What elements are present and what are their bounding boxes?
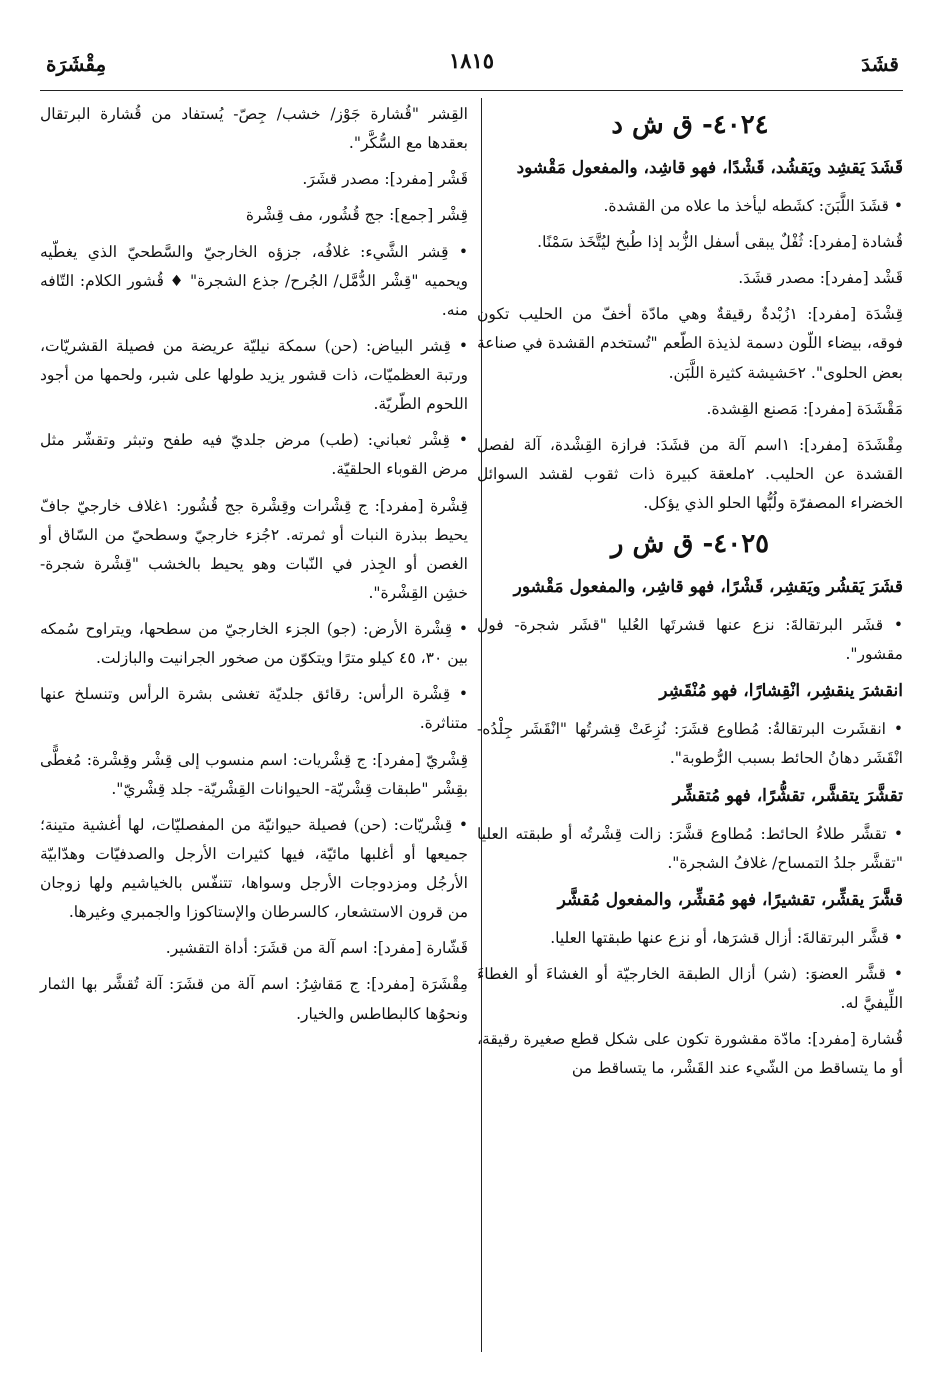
page-header: [40, 44, 903, 91]
entry: • قِشْرة الرأس: رقائق جلديّة تغشى بشرة الرأس وتنسلخ عنها متناثرة.: [40, 685, 468, 733]
root-heading: ٤٠٢٤- ق ش د: [611, 110, 769, 140]
entry: • قِشْر ثعباني: (طب) مرض جلديّ فيه طفح وتبثر وتقشّر مثل مرض القوباء الحلقيّة.: [40, 431, 468, 479]
entry: قِشْر [جمع]: جج قُشُور، مف قِشْرة: [245, 206, 468, 225]
entry: • قِشر الشَّيء: غلافُه، جزؤه الخارجيّ والسَّطحيّ الذي يغطّيه ويحميه "قِشْر الدُّمَّل/ الجُرح/ جذع الشجرة" ♦ قُشور الكلام: التّافه منه.: [40, 242, 468, 319]
page-number: ١٨١٥: [448, 48, 495, 73]
root-heading: ٤٠٢٥- ق ش ر: [610, 529, 770, 560]
entry: انقشرَ ينقشِر، انْقِشارًا، فهو مُنْقَشِر: [659, 681, 903, 702]
entry: • قشَر البرتقالةَ: نزع عنها قشرتَها العُليا "قشَر شجرة- فول مقشور".: [477, 616, 903, 664]
entry: • انقشَرت البرتقالةُ: مُطاوع قشَرَ: نُزِعَتْ قِشرتُها "انْقَشَر جِلْدُه- انْقَشَر دهانُ الحائط بسبب الرُّطوبة".: [477, 720, 903, 768]
entry: قَشَدَ يَقشِد ويَقشُد، قَشْدًا، فهو قاشِد، والمفعول مَقْشود: [516, 158, 903, 178]
entry: قُشادة [مفرد]: ثُفْلٌ يبقى أسفل الزُّبد إذا طُبخ ليُتَّخَذ سَمْنًا.: [537, 233, 903, 252]
entry: قَشّارة [مفرد]: اسم آلة من قشَرَ: أداة التقشير.: [165, 939, 468, 958]
entry: قَشْر [مفرد]: مصدر قشَرَ.: [302, 170, 468, 189]
entry: القِشر "قُشارة جَوْز/ خشب/ جِصّ- يُستفاد من قُشارة البرتقال بعقدها مع السُّكَّر".: [40, 105, 468, 153]
running-head-first-word: قشَدَ: [861, 52, 899, 76]
entry: • تقشَّر طلاءُ الحائط: مُطاوع قشَّرَ: زالت قِشْرتُه أو طبقته العليا "تقشَّر جلدُ التمساح/ غلافُ الشجرة".: [477, 824, 903, 872]
entry: قِشْدَة [مفرد]: ١زُبْدةٌ رقيقةٌ وهي مادّة أخفّ من الحليب تكون فوقه، بيضاء اللّون دسمة لذيذة الطّعم "تُستخدم القشدة في صناعة بعض الحلوى". ٢حَشيشة كثيرة اللَّبَن.: [477, 305, 903, 382]
running-head-last-word: مِقْشَرَة: [46, 52, 107, 76]
entry: • قشَّر البرتقالةَ: أزال قشرَها، أو نزع عنها طبقتها العليا.: [550, 928, 903, 947]
entry: قشَّرَ يقشِّر، تقشيرًا، فهو مُقشِّر، والمفعول مُقشَّر: [557, 889, 903, 910]
entry: قَشْد [مفرد]: مصدر قشَدَ.: [738, 269, 903, 288]
entry: قِشْرة [مفرد]: ج قِشْرات وقِشْرة جج قُشُور: ١غلاف خارجيّ جافّ يحيط ببذرة النبات أو ثمرته. ٢جُزء خارجيّ وسطحيّ من السّاق أو الغصن أو الجِذر في النّبات وهو يحيط بالخشب "قِشْرة شجرة- خشِن القِشْرة".: [40, 496, 468, 602]
entry: مِقْشَرَة [مفرد]: ج مَقاشِرُ: اسم آلة من قشَرَ: آلة تُقشَّر بها الثمار ونحوُها كالبطاطس والخيار.: [40, 975, 468, 1023]
entry: قِشْريّ [مفرد]: ج قِشْريات: اسم منسوب إلى قِشْر وقِشْرة: مُغطًّى بقِشْر "طبقات قِشْريّة- الحيوانات القِشْريّة- جلد قِشْريّ".: [40, 750, 468, 798]
entry: تقشَّرَ يتقشَّر، تقشُّرًا، فهو مُتقشِّر: [672, 785, 903, 806]
entry: • قشَّر العضوَ: (شر) أزال الطبقة الخارجيّة أو الغشاءَ أو الغطاءَ اللِّيفيَّ له.: [477, 964, 903, 1013]
entry: مَقْشَدَة [مفرد]: مَصنع القِشدة.: [706, 399, 903, 418]
entry: قُشارة [مفرد]: مادّة مقشورة تكون على شكل قطع صغيرة رقيقة، أو ما يتساقط من الشّيء عند القَشْر، ما يتساقط من: [477, 1030, 903, 1078]
entry: • قِشْريّات: (حن) فصيلة حيوانيّة من المفصليّات، لها أغشية متينة؛ جميعها أو أغلبها مائيّة، فيها كثيرات الأرجل والصدفيّات وهدّابيّة الأرجُل ومزدوجات الأرجل وسواها، تتنفّس بالخياشيم ولها زوجان من قرون الاستشعار، كالسرطان والإستاكوزا والجمبري وغيرها.: [40, 815, 468, 922]
entry: • قِشْرة الأرض: (جو) الجزء الخارجيّ من سطحها، ويتراوح سُمكه بين ٣٠، ٤٥ كيلو مترًا ويتكوّن من صخور الجرانيت والبازلت.: [40, 620, 468, 668]
entry: • قشَدَ اللَّبَنَ: كشَطه ليأخذ ما علاه من القشدة.: [603, 196, 903, 215]
entry: مِقْشَدَة [مفرد]: ١اسم آلة من قشَدَ: فرازة القِشْدة، آلة لفصل القشدة عن الحليب. ٢ملعقة كبيرة ذات ثقوب لقشد السوائل الخضراء المصفرّة ولُبُّها الحلو الذي يؤكل.: [477, 435, 903, 513]
left-column: [40, 100, 468, 1036]
entry: قشَرَ يَقشُر ويَقشِر، قَشْرًا، فهو قاشِر، والمفعول مَقْشور: [513, 577, 903, 598]
right-column: [477, 100, 903, 1090]
entry: • قِشر البياض: (حن) سمكة نيليّة عريضة من فصيلة القشريّات، ورتبة العظميّات، ذات قشور يزيد طولها على شبر، ولحمها من أجود اللحوم الطّريّة.: [40, 336, 468, 414]
